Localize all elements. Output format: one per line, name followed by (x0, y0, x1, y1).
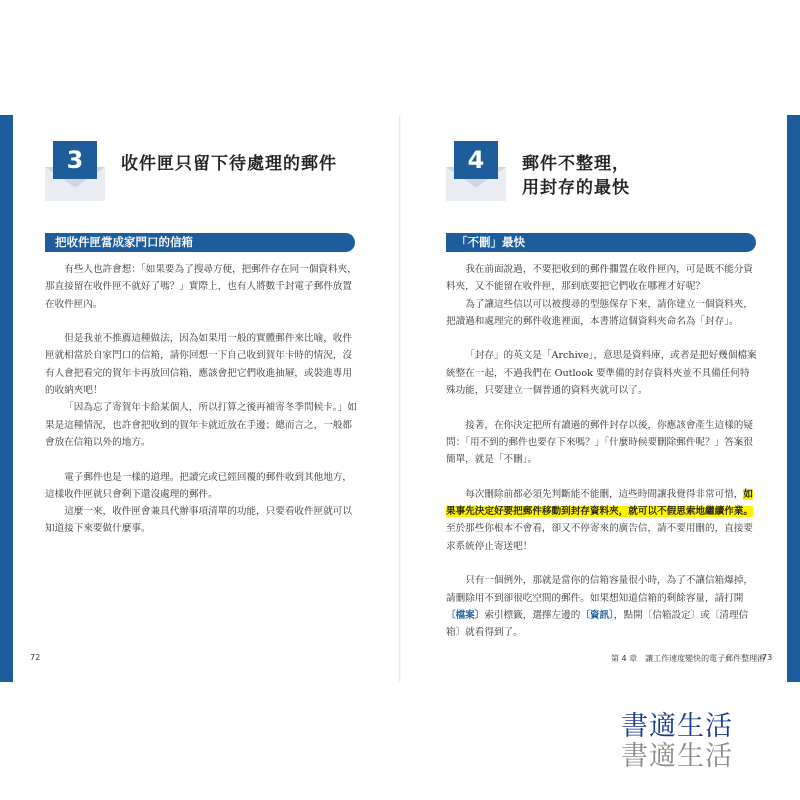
bold-label-info: 〔資訊〕 (580, 609, 614, 621)
book-gutter (399, 115, 401, 682)
chapter-title-line: 用封存的最快 (522, 178, 630, 198)
chapter-title-left: 收件匣只留下待處理的郵件 (121, 154, 337, 174)
highlighted-text: 如果事先決定好要把郵件移動到封存資料夾，就可以不假思索地繼續作業。 (446, 488, 753, 518)
paragraph: 但是我並不推薦這種做法，因為如果用一般的實體郵件來比喻，收件匣就相當於自家門口的信箱，請你回想一下自己收到賀年卡時的情況，沒有人會把看完的賀年卡再放回信箱，應該會把它們收進抽屜，或裝進專用的收納夾吧！ (45, 333, 352, 397)
paragraph (446, 486, 758, 555)
text-run: 只有一個例外，那就是當你的信箱容量很小時，為了不讓信箱爆掉，請刪除用不到卻很吃空間的郵件。如果想知道信箱的剩餘容量，請打開 (446, 575, 753, 604)
bold-label-file-tab: 〔檔案〕 (446, 609, 485, 621)
paragraph: 我在前面說過，不要把收到的郵件擱置在收件匣內，可是既不能分資料夾，又不能留在收件匣，那到底要把它們收在哪裡才好呢？ (446, 264, 753, 293)
section-heading-right: 「不刪」最快 (446, 233, 756, 252)
body-text-left (45, 261, 357, 538)
paragraph: 有些人也許會想：「如果要為了搜尋方便，把郵件存在同一個資料夾，那直接留在收件匣不就好了嗎？」實際上，也有人將數千封電子郵件放置在收件匣內。 (45, 264, 357, 310)
watermark-line: 書適生活 (621, 711, 733, 742)
paragraph: 「因為忘了寄賀年卡給某個人，所以打算之後再補寄冬季問候卡。」如果是這種情況，也許會把收到的賀年卡就近放在手邊；總而言之，一般都會放在信箱以外的地方。 (45, 402, 357, 448)
right-edge-bar (787, 115, 800, 682)
running-footer: 第 4 章 讓工作速度變快的電子郵件整理術 (611, 654, 766, 663)
text-run: ，點開〔信箱設定〕或〔清理信箱〕就看得到了。 (446, 609, 749, 639)
chapter-title-line: 郵件不整理， (522, 154, 630, 174)
text-run: 每次刪除前都必須先判斷能不能刪，這些時間讓我覺得非常可惜， (465, 488, 744, 500)
paragraph (446, 572, 758, 641)
paragraph: 這麼一來，收件匣會兼具代辦事項清單的功能，只要看收件匣就可以知道接下來要做什麼事。 (45, 506, 352, 535)
watermark-line: 書適生活 (621, 741, 733, 772)
text-run: 至於那些你根本不會看，卻又不停寄來的廣告信，請不要用刪的，直接要求系統停止寄送吧！ (446, 523, 753, 552)
text-run: 索引標籤，選擇左邊的 (484, 609, 581, 621)
body-text-right (446, 261, 758, 642)
chapter-title-right (522, 152, 630, 200)
paragraph: 接著，在你決定把所有讀過的郵件封存以後，你應該會產生這樣的疑問：「用不到的郵件也要存下來嗎？」「什麼時候要刪除郵件呢？」答案很簡單，就是「不刪」。 (446, 419, 753, 466)
chapter-badge-right: 4 (454, 141, 498, 179)
page-number-right: 73 (762, 653, 773, 662)
paragraph: 電子郵件也是一樣的道理。把讀完或已經回覆的郵件收到其他地方，這樣收件匣就只會剩下還沒處理的郵件。 (45, 471, 352, 500)
left-edge-bar (0, 115, 13, 682)
chapter-badge-left: 3 (53, 141, 97, 179)
page-number-left: 72 (30, 653, 41, 662)
section-heading-left: 把收件匣當成家門口的信箱 (45, 233, 355, 252)
paragraph: 「封存」的英文是「Archive」，意思是資料庫，或者是把好幾個檔案統整在一起，不過我們在 Outlook 要準備的封存資料夾並不具備任何特殊功能，只要建立一個普通的資料夾就可以了。 (446, 350, 757, 397)
paragraph: 為了讓這些信以可以被搜尋的型態保存下來，請你建立一個資料夾，把讀過和處理完的郵件收進裡面，本書將這個資料夾命名為「封存」。 (446, 298, 753, 327)
